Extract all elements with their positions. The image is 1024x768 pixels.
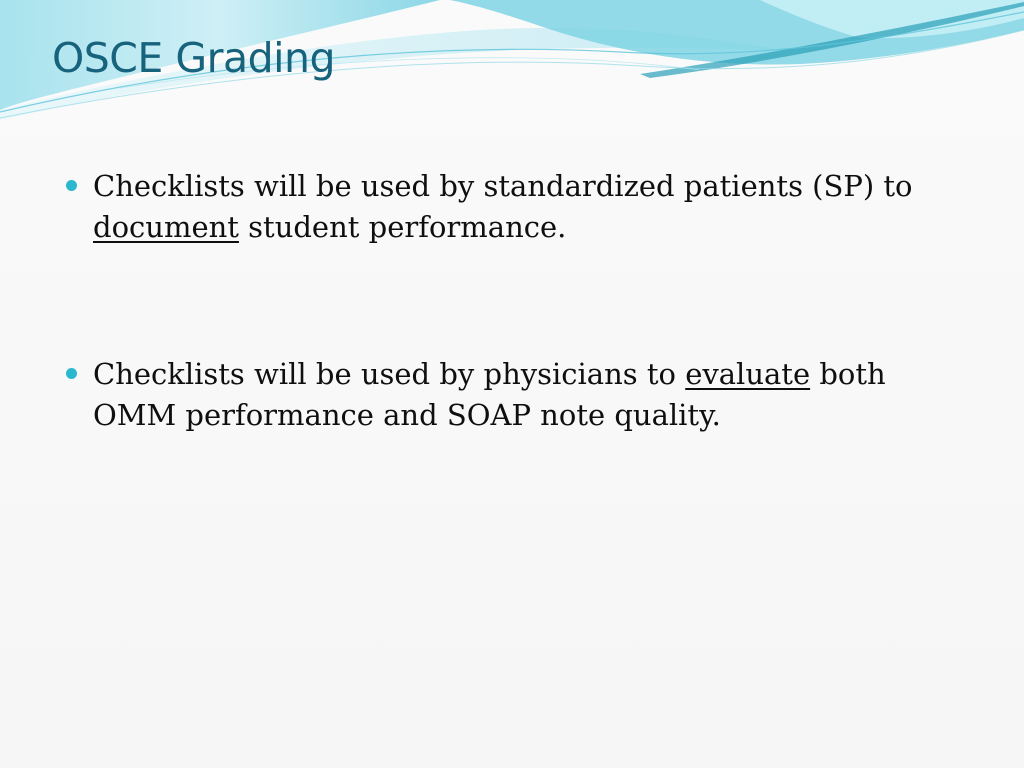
slide-title: OSCE Grading [52,34,336,82]
bullet-item-sp-checklists [64,166,944,248]
bullet-list [64,166,944,436]
bullet-text-before: Checklists will be used by physicians to [93,357,686,391]
bullet-text-before: Checklists will be used by standardized patients (SP) to [93,169,913,203]
underlined-word-evaluate: evaluate [685,357,811,391]
bullet-text-after: student performance. [238,210,567,244]
bullet-dot-icon [66,180,77,191]
bullet-item-physician-checklists [64,354,944,436]
bullet-text-after: both OMM performance and SOAP note quality. [93,357,886,432]
bullet-dot-icon [66,368,77,379]
underlined-word-document: document [93,210,239,244]
